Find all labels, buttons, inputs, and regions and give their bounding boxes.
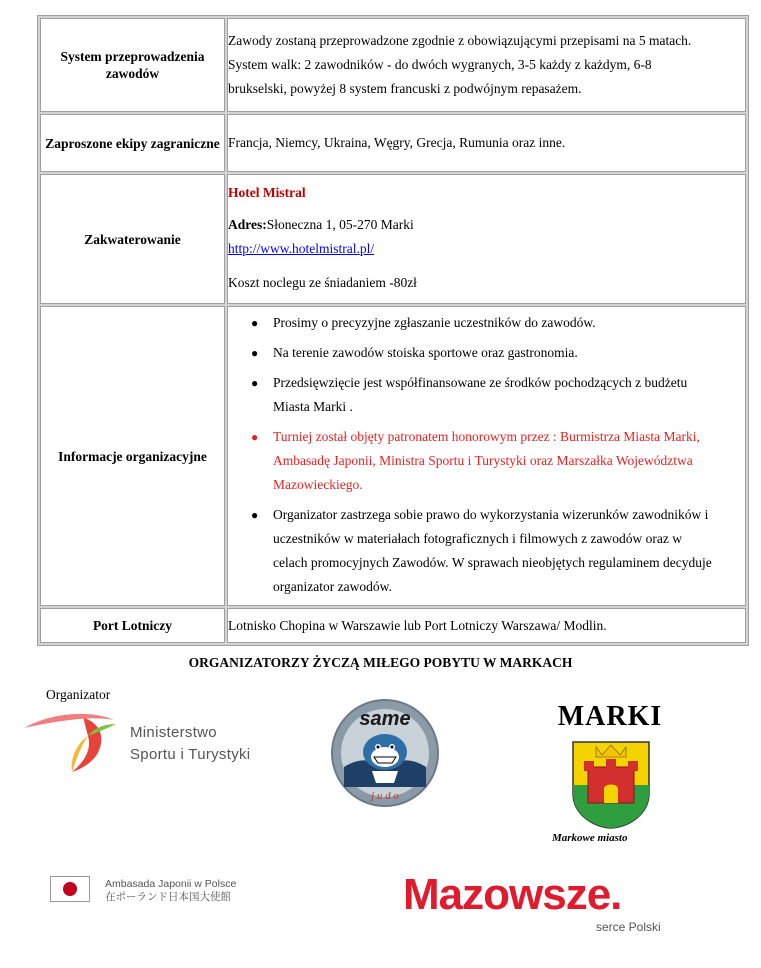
same-judo-emblem-icon [330, 697, 440, 809]
bullet-line: Przedsięwzięcie jest współfinansowane ze środków pochodzących z budżetu [273, 375, 688, 390]
row-content: Lotnisko Chopina w Warszawie lub Port Lotniczy Warszawa/ Modlin. [227, 608, 746, 643]
hotel-cost: Koszt noclegu ze śniadaniem -80zł [228, 275, 417, 290]
bullet-item [251, 425, 745, 497]
bullet-line: Turniej został objęty patronatem honorowym przez : Burmistrza Miasta Marki, [273, 429, 700, 444]
same-judo-logo [330, 697, 440, 809]
row-accommodation [40, 174, 746, 304]
row-label: Zakwaterowanie [40, 174, 225, 304]
bullet-icon: ● [251, 376, 259, 390]
bullet-icon: ● [251, 316, 259, 330]
ministry-name [130, 722, 250, 766]
bullet-item [251, 341, 745, 365]
ministry-line: Ministerstwo [130, 724, 217, 741]
marki-motto: Markowe miasto [552, 832, 628, 844]
row-content [227, 174, 746, 304]
info-table [37, 15, 749, 646]
bullet-line: Miasta Marki . [273, 399, 353, 414]
closing-message: ORGANIZATORZY ŻYCZĄ MIŁEGO POBYTU W MARKACH [188, 655, 573, 670]
bullet-icon: ● [251, 430, 259, 444]
bullet-icon: ● [251, 508, 259, 522]
row-label: Zaproszone ekipy zagraniczne [40, 114, 225, 172]
row-label: Informacje organizacyjne [40, 306, 225, 606]
bullet-list [228, 311, 745, 599]
embassy-line: 在ポーランド日本国大使館 [105, 891, 231, 903]
hotel-link[interactable]: http://www.hotelmistral.pl/ [228, 241, 375, 256]
row-label: Port Lotniczy [40, 608, 225, 643]
embassy-logo [50, 876, 280, 910]
bullet-line: uczestników w materiałach fotograficznych i filmowych z zawodów oraz w [273, 531, 682, 546]
bullet-line: Ambasadę Japonii, Ministra Sportu i Turystyki oraz Marszałka Województwa [273, 453, 693, 468]
japan-flag-icon [50, 876, 90, 902]
organizer-label: Organizator [46, 687, 111, 702]
hotel-address [228, 213, 745, 237]
row-content [227, 306, 746, 606]
mazowsze-logo [403, 870, 663, 938]
hotel-name: Hotel Mistral [228, 185, 306, 200]
bullet-icon: ● [251, 346, 259, 360]
row-label: System przeprowadzenia zawodów [40, 18, 225, 112]
bullet-item [251, 311, 745, 335]
embassy-line: Ambasada Japonii w Polsce [105, 878, 237, 890]
bullet-line: Organizator zastrzega sobie prawo do wykorzystania wizerunków zawodników i [273, 507, 709, 522]
row-content: Francja, Niemcy, Ukraina, Węgry, Grecja, Rumunia oraz inne. [227, 114, 746, 172]
marki-logo [548, 701, 678, 850]
bullet-item [251, 371, 745, 419]
ministry-swoosh-icon [22, 706, 122, 776]
bullet-line: Na terenie zawodów stoiska sportowe oraz gastronomia. [273, 345, 578, 360]
ministry-logo [22, 706, 282, 776]
bullet-item [251, 503, 745, 599]
bullet-line: celach promocyjnych Zawodów. W sprawach nieobjętych regulaminem decyduje [273, 555, 712, 570]
ministry-line: Sportu i Turystyki [130, 746, 251, 763]
mazowsze-subtitle: serce Polski [596, 920, 661, 934]
marki-title: MARKI [557, 701, 663, 732]
mazowsze-wordmark: Mazowsze. [403, 870, 622, 919]
marki-coat-of-arms-icon [572, 741, 650, 829]
text-line: brukselski, powyżej 8 system francuski z podwójnym repasażem. [228, 81, 582, 96]
row-foreign-teams [40, 114, 746, 172]
text-line: Zawody zostaną przeprowadzone zgodnie z obowiązującymi przepisami na 5 matach. [228, 33, 692, 48]
address-label: Adres: [228, 217, 267, 232]
address-value: Słoneczna 1, 05-270 Marki [266, 217, 414, 232]
same-logo-bottom-text: j u d o [371, 790, 399, 802]
bullet-line: organizator zawodów. [273, 579, 392, 594]
bullet-line: Mazowieckiego. [273, 477, 363, 492]
row-organizational-info [40, 306, 746, 606]
text-line: System walk: 2 zawodników - do dwóch wygranych, 3-5 każdy z każdym, 6-8 [228, 57, 652, 72]
same-logo-top-text: same [359, 708, 411, 730]
bullet-line: Prosimy o precyzyjne zgłaszanie uczestników do zawodów. [273, 315, 596, 330]
row-content [227, 18, 746, 112]
row-airport [40, 608, 746, 643]
row-system [40, 18, 746, 112]
embassy-name [105, 878, 236, 904]
